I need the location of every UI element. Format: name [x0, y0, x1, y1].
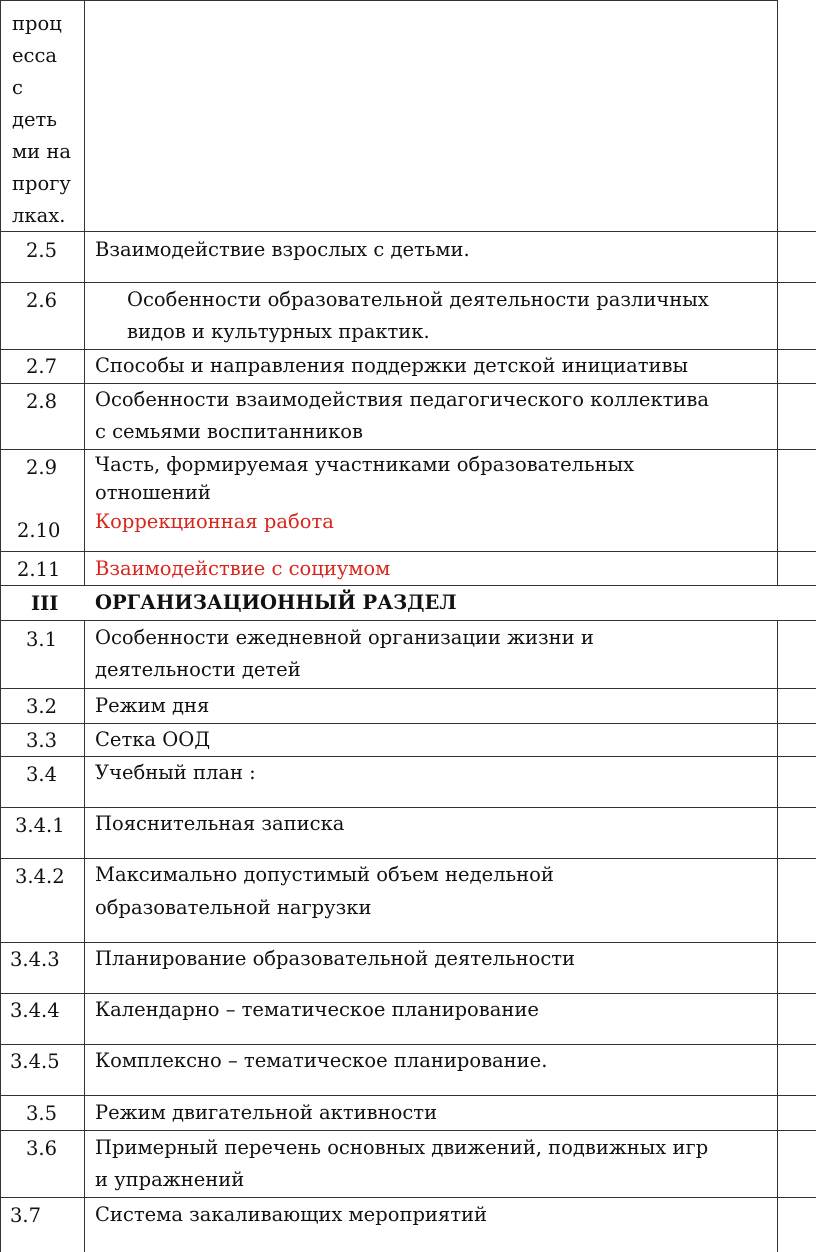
row-number: 3.4	[26, 763, 58, 786]
row-number: 3.5	[26, 1102, 58, 1125]
row-text: Сетка ООД	[95, 728, 211, 751]
row-number: 3.6	[26, 1137, 58, 1160]
row-text: и упражнений	[95, 1168, 245, 1191]
row-text: Режим дня	[95, 694, 210, 717]
row-text: Пояснительная записка	[95, 812, 345, 835]
row-number: 2.7	[26, 355, 58, 378]
row-border	[0, 0, 778, 1]
column-border	[777, 0, 778, 586]
row-text: Способы и направления поддержки детской инициативы	[95, 354, 689, 377]
row-number: 3.4.4	[10, 999, 60, 1022]
row-text: Планирование образовательной деятельности	[95, 947, 576, 970]
row-text: Максимально допустимый объем недельной	[95, 863, 554, 886]
row-text: с семьями воспитанников	[95, 420, 363, 443]
row-text: Особенности взаимодействия педагогического коллектива	[95, 388, 710, 411]
row-text: Часть, формируемая участниками образовательных	[95, 453, 635, 476]
row-text: отношений	[95, 481, 211, 504]
fragment-line: ми на	[12, 140, 71, 163]
column-border	[0, 0, 1, 1252]
row-text: Особенности образовательной деятельности различных	[127, 288, 709, 311]
column-border	[777, 620, 778, 1252]
row-number: 3.4.5	[10, 1050, 60, 1073]
row-border	[0, 620, 816, 621]
fragment-line: прогу	[12, 172, 71, 195]
fragment-line: лках.	[12, 204, 66, 227]
row-border	[0, 282, 816, 283]
row-border	[0, 551, 816, 552]
fragment-line: деть	[12, 108, 57, 131]
row-text: Режим двигательной активности	[95, 1101, 438, 1124]
row-text: Примерный перечень основных движений, подвижных игр	[95, 1136, 709, 1159]
continued-cell-fragment	[12, 8, 71, 232]
row-text: Календарно – тематическое планирование	[95, 998, 539, 1021]
row-number: 2.10	[17, 519, 61, 542]
fragment-line: проц	[12, 12, 62, 35]
row-number: 3.1	[26, 628, 58, 651]
row-text: деятельности детей	[95, 658, 301, 681]
row-text-red: Коррекционная работа	[95, 510, 334, 533]
row-text: Особенности ежедневной организации жизни и	[95, 626, 594, 649]
row-number: 3.3	[26, 729, 58, 752]
row-border	[0, 1130, 816, 1131]
fragment-line: с	[12, 76, 23, 99]
row-number: 3.2	[26, 695, 58, 718]
row-number: 3.4.3	[10, 948, 60, 971]
row-number: 3.7	[10, 1204, 42, 1227]
row-border	[0, 688, 816, 689]
column-border	[84, 0, 85, 586]
row-number: 3.4.1	[15, 814, 65, 837]
row-border	[0, 1095, 816, 1096]
row-text: образовательной нагрузки	[95, 896, 372, 919]
row-border	[0, 1197, 816, 1198]
row-text: Комплексно – тематическое планирование.	[95, 1049, 548, 1072]
row-text: Система закаливающих мероприятий	[95, 1203, 488, 1226]
section-number: III	[31, 592, 59, 615]
row-text: видов и культурных практик.	[127, 320, 430, 343]
section-title: ОРГАНИЗАЦИОННЫЙ РАЗДЕЛ	[95, 591, 457, 614]
row-number: 2.6	[26, 289, 58, 312]
column-border	[84, 620, 85, 1252]
row-border	[0, 231, 816, 232]
row-text-red: Взаимодействие с социумом	[95, 557, 391, 580]
row-border	[0, 585, 816, 586]
row-border	[0, 449, 816, 450]
row-text: Взаимодействие взрослых с детьми.	[95, 238, 470, 261]
row-number: 3.4.2	[15, 865, 65, 888]
row-number: 2.5	[26, 239, 58, 262]
row-number: 2.11	[17, 558, 61, 581]
row-text: Учебный план :	[95, 761, 256, 784]
fragment-line: есса	[12, 44, 58, 67]
row-number: 2.9	[26, 456, 58, 479]
row-number: 2.8	[26, 390, 58, 413]
